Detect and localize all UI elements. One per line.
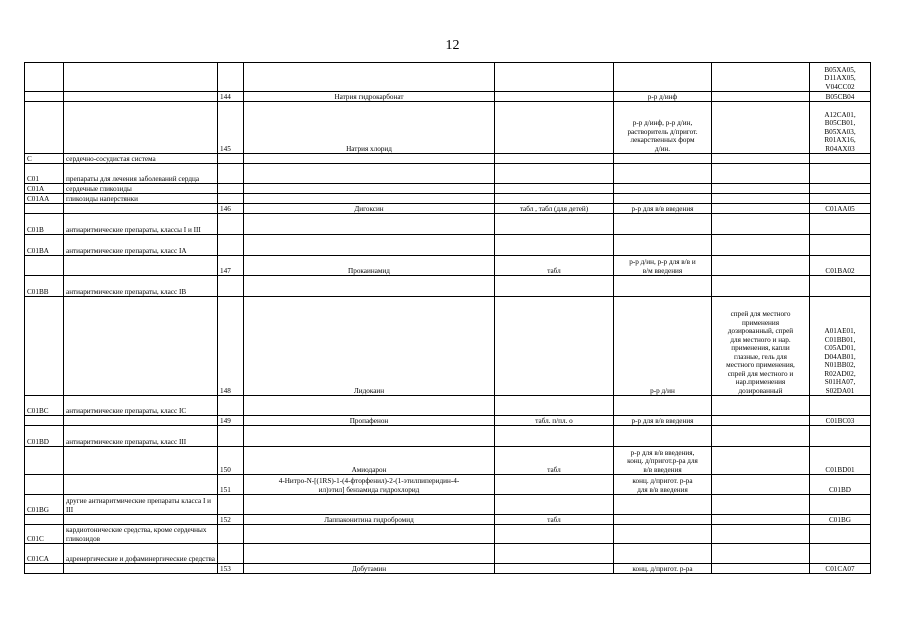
other-form-cell — [712, 164, 810, 184]
injection-form-cell — [614, 276, 712, 297]
injection-form-cell: р-р д/ин, р-р для в/в и в/м введения — [614, 256, 712, 276]
table-row — [25, 426, 871, 447]
injection-form-cell: р-р д/инф, р-р д/ин, растворитель д/пригот. лекарственных форм д/ин. — [614, 102, 712, 154]
atc-code-cell — [25, 297, 64, 396]
group-name-cell: антиаритмические препараты, классы I и III — [64, 214, 218, 235]
drug-name-cell — [244, 214, 495, 235]
other-form-cell — [712, 544, 810, 564]
other-form-cell — [712, 475, 810, 495]
atc-codes-cell: A12CA01, B05CB01, B05XA03, R01AX16, R04AX03 — [810, 102, 871, 154]
atc-code-cell — [25, 63, 64, 92]
table-row — [25, 525, 871, 544]
atc-codes-cell — [810, 184, 871, 194]
atc-codes-cell: C01CA07 — [810, 564, 871, 574]
row-number-cell — [218, 525, 244, 544]
group-name-cell — [64, 63, 218, 92]
atc-code-cell: C — [25, 154, 64, 164]
dosage-form-cell — [495, 154, 614, 164]
dosage-form-cell — [495, 102, 614, 154]
group-name-cell: адренергические и дофаминергические средства — [64, 544, 218, 564]
atc-codes-cell: C01BC03 — [810, 416, 871, 426]
drug-name-cell — [244, 154, 495, 164]
group-name-cell: сердечные гликозиды — [64, 184, 218, 194]
injection-form-cell — [614, 214, 712, 235]
group-name-cell — [64, 416, 218, 426]
drug-name-cell: Пропафенон — [244, 416, 495, 426]
injection-form-cell — [614, 396, 712, 416]
atc-codes-cell — [810, 396, 871, 416]
table-row — [25, 544, 871, 564]
dosage-form-cell — [495, 235, 614, 256]
injection-form-cell: р-р для в/в введения — [614, 204, 712, 214]
dosage-form-cell — [495, 495, 614, 515]
atc-code-cell: C01BD — [25, 426, 64, 447]
row-number-cell: 153 — [218, 564, 244, 574]
other-form-cell — [712, 63, 810, 92]
drug-name-cell: Лаппаконитина гидробромид — [244, 515, 495, 525]
other-form-cell — [712, 235, 810, 256]
atc-codes-cell: A01AE01, C01BB01, C05AD01, D04AB01, N01BB02, R02AD02, S01HA07, S02DA01 — [810, 297, 871, 396]
table-row — [25, 297, 871, 396]
row-number-cell: 148 — [218, 297, 244, 396]
injection-form-cell — [614, 184, 712, 194]
row-number-cell — [218, 154, 244, 164]
injection-form-cell: р-р д/ин — [614, 297, 712, 396]
table-row — [25, 475, 871, 495]
dosage-form-cell: табл — [495, 515, 614, 525]
atc-codes-cell: C01BG — [810, 515, 871, 525]
group-name-cell — [64, 92, 218, 102]
group-name-cell: антиаритмические препараты, класс IC — [64, 396, 218, 416]
dosage-form-cell — [495, 426, 614, 447]
injection-form-cell — [614, 235, 712, 256]
atc-codes-cell: C01BD — [810, 475, 871, 495]
dosage-form-cell: табл — [495, 256, 614, 276]
table-row — [25, 235, 871, 256]
atc-code-cell: C01 — [25, 164, 64, 184]
drug-name-cell: Дигоксин — [244, 204, 495, 214]
other-form-cell — [712, 426, 810, 447]
atc-codes-cell: C01AA05 — [810, 204, 871, 214]
table-row — [25, 63, 871, 92]
dosage-form-cell: табл — [495, 447, 614, 475]
atc-code-cell — [25, 564, 64, 574]
atc-code-cell — [25, 102, 64, 154]
group-name-cell: кардиотонические средства, кроме сердечных гликозидов — [64, 525, 218, 544]
other-form-cell — [712, 154, 810, 164]
atc-code-cell — [25, 92, 64, 102]
dosage-form-cell — [495, 214, 614, 235]
dosage-form-cell — [495, 184, 614, 194]
group-name-cell: антиаритмические препараты, класс IB — [64, 276, 218, 297]
atc-code-cell — [25, 256, 64, 276]
group-name-cell — [64, 564, 218, 574]
table-row — [25, 184, 871, 194]
group-name-cell — [64, 297, 218, 396]
drug-name-cell: Лидокаин — [244, 297, 495, 396]
row-number-cell — [218, 426, 244, 447]
drug-name-cell — [244, 495, 495, 515]
row-number-cell — [218, 214, 244, 235]
other-form-cell — [712, 525, 810, 544]
injection-form-cell: р-р для в/в введения — [614, 416, 712, 426]
injection-form-cell: конц. д/пригот. р-ра для в/в введения — [614, 475, 712, 495]
table-row — [25, 515, 871, 525]
group-name-cell — [64, 102, 218, 154]
group-name-cell: сердечно-сосудистая система — [64, 154, 218, 164]
dosage-form-cell — [495, 63, 614, 92]
row-number-cell — [218, 544, 244, 564]
drug-name-cell: Натрия хлорид — [244, 102, 495, 154]
other-form-cell — [712, 102, 810, 154]
atc-codes-cell — [810, 495, 871, 515]
drug-name-cell — [244, 426, 495, 447]
page-number: 12 — [445, 38, 460, 53]
drug-name-cell — [244, 194, 495, 204]
group-name-cell: гликозиды наперстянки — [64, 194, 218, 204]
injection-form-cell — [614, 154, 712, 164]
drug-name-cell — [244, 164, 495, 184]
atc-code-cell: C01BA — [25, 235, 64, 256]
injection-form-cell — [614, 164, 712, 184]
atc-codes-cell — [810, 214, 871, 235]
dosage-form-cell — [495, 164, 614, 184]
table-row — [25, 495, 871, 515]
injection-form-cell — [614, 495, 712, 515]
table-row — [25, 164, 871, 184]
other-form-cell — [712, 447, 810, 475]
atc-code-cell — [25, 475, 64, 495]
row-number-cell: 150 — [218, 447, 244, 475]
atc-code-cell: C01AA — [25, 194, 64, 204]
table-row — [25, 564, 871, 574]
injection-form-cell — [614, 194, 712, 204]
atc-codes-cell — [810, 276, 871, 297]
drug-name-cell: Натрия гидрокарбонат — [244, 92, 495, 102]
atc-codes-cell — [810, 154, 871, 164]
group-name-cell: препараты для лечения заболеваний сердца — [64, 164, 218, 184]
atc-code-cell: C01BB — [25, 276, 64, 297]
table-row — [25, 276, 871, 297]
table-row — [25, 396, 871, 416]
dosage-form-cell: табл. п/пл. о — [495, 416, 614, 426]
drug-name-cell — [244, 544, 495, 564]
dosage-form-cell — [495, 525, 614, 544]
dosage-form-cell — [495, 297, 614, 396]
drug-name-cell — [244, 396, 495, 416]
group-name-cell — [64, 204, 218, 214]
table-row — [25, 194, 871, 204]
injection-form-cell — [614, 63, 712, 92]
row-number-cell — [218, 184, 244, 194]
atc-codes-cell — [810, 194, 871, 204]
other-form-cell — [712, 495, 810, 515]
row-number-cell: 144 — [218, 92, 244, 102]
injection-form-cell — [614, 525, 712, 544]
group-name-cell: антиаритмические препараты, класс III — [64, 426, 218, 447]
row-number-cell — [218, 235, 244, 256]
drug-name-cell: Амиодарон — [244, 447, 495, 475]
other-form-cell — [712, 564, 810, 574]
atc-codes-cell: B05XA05, D11AX05, V04CC02 — [810, 63, 871, 92]
atc-codes-cell: B05CB04 — [810, 92, 871, 102]
atc-codes-cell — [810, 164, 871, 184]
dosage-form-cell — [495, 396, 614, 416]
atc-code-cell: C01BG — [25, 495, 64, 515]
table-row — [25, 256, 871, 276]
atc-codes-cell: C01BD01 — [810, 447, 871, 475]
dosage-form-cell — [495, 544, 614, 564]
table-row — [25, 214, 871, 235]
other-form-cell — [712, 256, 810, 276]
other-form-cell: спрей для местного применения дозированный, спрей для местного и нар. применения, капли глазные, гель для местного применения, спрей для местного и нар.применения дозированный — [712, 297, 810, 396]
row-number-cell — [218, 495, 244, 515]
row-number-cell — [218, 63, 244, 92]
injection-form-cell: конц. д/пригот. р-ра — [614, 564, 712, 574]
atc-code-cell — [25, 447, 64, 475]
table-row — [25, 204, 871, 214]
other-form-cell — [712, 204, 810, 214]
other-form-cell — [712, 276, 810, 297]
dosage-form-cell: табл , табл (для детей) — [495, 204, 614, 214]
table-row — [25, 102, 871, 154]
drug-name-cell: Добутамин — [244, 564, 495, 574]
row-number-cell: 149 — [218, 416, 244, 426]
table-row — [25, 92, 871, 102]
table-row — [25, 447, 871, 475]
dosage-form-cell — [495, 276, 614, 297]
injection-form-cell — [614, 426, 712, 447]
row-number-cell: 151 — [218, 475, 244, 495]
group-name-cell: другие антиаритмические препараты класса I и III — [64, 495, 218, 515]
row-number-cell — [218, 194, 244, 204]
atc-codes-cell: C01BA02 — [810, 256, 871, 276]
atc-codes-cell — [810, 525, 871, 544]
row-number-cell: 145 — [218, 102, 244, 154]
medication-table — [24, 62, 871, 574]
other-form-cell — [712, 416, 810, 426]
atc-code-cell — [25, 204, 64, 214]
atc-code-cell: C01B — [25, 214, 64, 235]
other-form-cell — [712, 184, 810, 194]
atc-codes-cell — [810, 426, 871, 447]
table-row — [25, 154, 871, 164]
atc-code-cell: C01CA — [25, 544, 64, 564]
injection-form-cell: р-р д/инф — [614, 92, 712, 102]
atc-codes-cell — [810, 235, 871, 256]
other-form-cell — [712, 396, 810, 416]
drug-name-cell — [244, 63, 495, 92]
table-body — [25, 63, 871, 574]
row-number-cell — [218, 396, 244, 416]
row-number-cell: 147 — [218, 256, 244, 276]
row-number-cell — [218, 276, 244, 297]
drug-name-cell: 4-Нитро-N-[(1RS)-1-(4-фторфенил)-2-(1-этилпиперидин-4- ил)этил] бензамида гидрохлорид — [244, 475, 495, 495]
drug-name-cell: Прокаинамид — [244, 256, 495, 276]
row-number-cell — [218, 164, 244, 184]
row-number-cell: 146 — [218, 204, 244, 214]
group-name-cell — [64, 475, 218, 495]
dosage-form-cell — [495, 475, 614, 495]
atc-code-cell — [25, 416, 64, 426]
drug-name-cell — [244, 276, 495, 297]
dosage-form-cell — [495, 92, 614, 102]
other-form-cell — [712, 92, 810, 102]
atc-code-cell: C01BC — [25, 396, 64, 416]
atc-code-cell — [25, 515, 64, 525]
other-form-cell — [712, 214, 810, 235]
injection-form-cell — [614, 544, 712, 564]
atc-codes-cell — [810, 544, 871, 564]
drug-name-cell — [244, 525, 495, 544]
other-form-cell — [712, 515, 810, 525]
dosage-form-cell — [495, 194, 614, 204]
group-name-cell — [64, 447, 218, 475]
drug-name-cell — [244, 184, 495, 194]
row-number-cell: 152 — [218, 515, 244, 525]
group-name-cell: антиаритмические препараты, класс IA — [64, 235, 218, 256]
drug-name-cell — [244, 235, 495, 256]
group-name-cell — [64, 515, 218, 525]
injection-form-cell — [614, 515, 712, 525]
group-name-cell — [64, 256, 218, 276]
table-row — [25, 416, 871, 426]
atc-code-cell: C01C — [25, 525, 64, 544]
other-form-cell — [712, 194, 810, 204]
atc-code-cell: C01A — [25, 184, 64, 194]
injection-form-cell: р-р для в/в введения, конц. д/пригот.р-ра для в/в введения — [614, 447, 712, 475]
dosage-form-cell — [495, 564, 614, 574]
